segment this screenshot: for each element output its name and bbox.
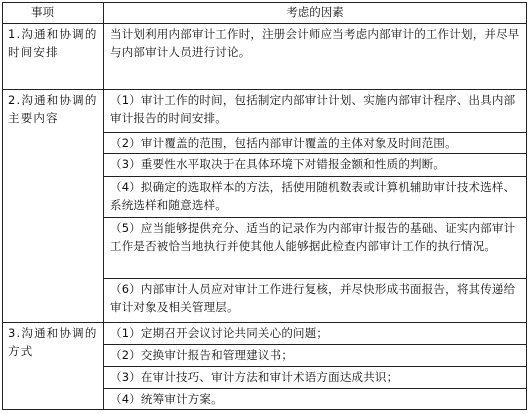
item-label: 1.沟通和协调的时间安排 <box>8 27 98 59</box>
header-label-factors: 考虑的因素 <box>286 5 344 20</box>
factor-text: （3）重要性水平取决于在具体环境下对错报金额和性质的判断。 <box>110 157 446 171</box>
factor-text: （5）应当能够提供充分、适当的记录作为内部审计报告的基础、证实内部审计工作是否被恰当地执行并使其他人能够据此检查内部审计工作的执行情况。 <box>110 221 516 253</box>
audit-coordination-table <box>2 2 527 410</box>
item-label: 2.沟通和协调的主要内容 <box>8 93 98 125</box>
factor-cell <box>103 366 527 389</box>
factor-text: （1）定期召开会议讨论共同关心的问题； <box>110 326 329 340</box>
factor-cell <box>103 153 527 177</box>
factor-cell <box>103 176 527 218</box>
factor-cell <box>103 278 527 323</box>
factor-text: （2）审计覆盖的范围，包括内部审计覆盖的主体对象及时间范围。 <box>110 136 457 150</box>
factor-text: （1）审计工作的时间，包括制定内部审计计划、实施内部审计程序、出具内部审计报告的时间安排。 <box>110 93 516 125</box>
item-cell-timing <box>2 23 104 90</box>
factor-text: （2）交换审计报告和管理建议书； <box>110 348 294 362</box>
item-cell-content <box>2 89 104 323</box>
header-cell-factors <box>103 2 527 24</box>
factor-cell <box>103 388 527 410</box>
factor-cell <box>103 89 527 133</box>
factor-text: （4）拟确定的选取样本的方法，括使用随机数表或计算机辅助审计技术选样、系统选样和随意选样。 <box>110 180 516 212</box>
item-cell-method <box>2 322 104 410</box>
header-label-item: 事项 <box>31 5 54 20</box>
factor-cell <box>103 217 527 279</box>
factor-cell <box>103 132 527 154</box>
factor-text: （6）内部审计人员应对审计工作进行复核，并尽快形成书面报告，将其传递给审计对象及相关管理层。 <box>110 282 516 314</box>
header-cell-item <box>2 2 104 24</box>
factor-text: （4）统筹审计方案。 <box>110 392 223 406</box>
item-label: 3.沟通和协调的方式 <box>8 326 98 358</box>
factor-text: （3）在审计技巧、审计方法和审计术语方面达成共识； <box>110 370 399 384</box>
factor-text: 当计划利用内部审计工作时，注册会计师应当考虑内部审计的工作计划，并尽早与内部审计人员进行讨论。 <box>110 27 520 59</box>
factor-cell <box>103 322 527 345</box>
factor-cell <box>103 344 527 367</box>
factor-cell <box>103 23 527 90</box>
